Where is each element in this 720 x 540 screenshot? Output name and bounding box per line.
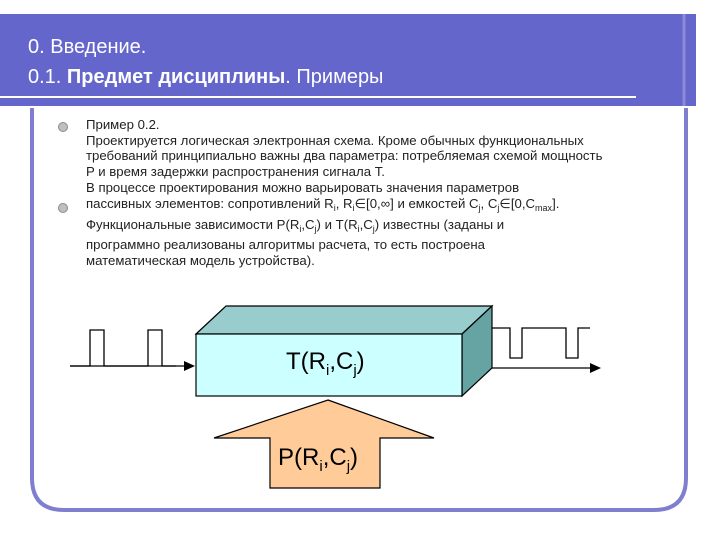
bullet2-line3c: ) и T(R [316, 216, 358, 232]
sub-i: i [357, 223, 360, 234]
box-label-c: ) [356, 348, 365, 375]
bullet2-line2c: ∈[0,∞] и емкостей C [354, 195, 479, 211]
example-text: Проектируется логическая электронная схема. Кроме обычных функциональных требований принципиально важны два параметра: потребляемая схемой мощность P и время задержки распространения сигнала T. [86, 132, 603, 179]
arrow-label-a: P(R [278, 444, 320, 471]
slide-title-line1: 0. Введение. [28, 36, 147, 58]
bullet2-line2b: , R [335, 195, 353, 211]
arrow-label-j: j [346, 457, 351, 475]
sub-max: max [535, 202, 553, 213]
bullet2-line2d: , C [480, 195, 498, 211]
input-arrow-head [184, 361, 195, 371]
output-pulse-wave [492, 328, 590, 358]
title-bold: Предмет дисциплины [66, 66, 286, 88]
sub-i: i [352, 202, 355, 213]
sub-i: i [333, 202, 336, 213]
sub-i: i [299, 223, 302, 234]
box-label-b: ,C [329, 348, 354, 375]
box-label-i: i [325, 361, 330, 379]
box-label-j: j [353, 361, 357, 379]
bullet2-line3d: ,C [359, 216, 373, 232]
title-prefix: 0.1. [28, 66, 67, 88]
bullet2-line3a: Функциональные зависимости P(R [86, 216, 300, 232]
example-heading: Пример 0.2. [86, 117, 160, 132]
bullet2-line4: программно реализованы алгоритмы расчета, то есть построена [86, 237, 486, 253]
box-label [286, 348, 365, 379]
title-suffix: . Примеры [285, 66, 384, 88]
bullet2-line2f: ]. [552, 195, 560, 211]
box-label-a: T(R [286, 348, 326, 375]
sub-j: j [372, 223, 375, 234]
arrow-label-i: i [319, 457, 323, 475]
bullet2-line3b: ,C [301, 216, 315, 232]
arrow-label [278, 444, 358, 475]
sub-j: j [497, 202, 500, 213]
bullet2-line3e: ) известны (заданы и [374, 216, 505, 232]
bullet2-line2e: ∈[0,C [499, 195, 536, 211]
bullet2-line5: математическая модель устройства). [86, 252, 315, 268]
bullet2-line2a: пассивных элементов: сопротивлений R [86, 195, 334, 211]
sub-j: j [478, 202, 481, 213]
arrow-label-c: ) [350, 444, 359, 471]
bullet2-line1: В процессе проектирования можно варьировать значения параметров [86, 180, 520, 196]
arrow-label-b: ,C [322, 444, 347, 471]
sub-j: j [314, 223, 317, 234]
input-pulse-wave [70, 330, 176, 366]
output-arrow-head [590, 363, 601, 373]
box-top-face [196, 306, 492, 334]
